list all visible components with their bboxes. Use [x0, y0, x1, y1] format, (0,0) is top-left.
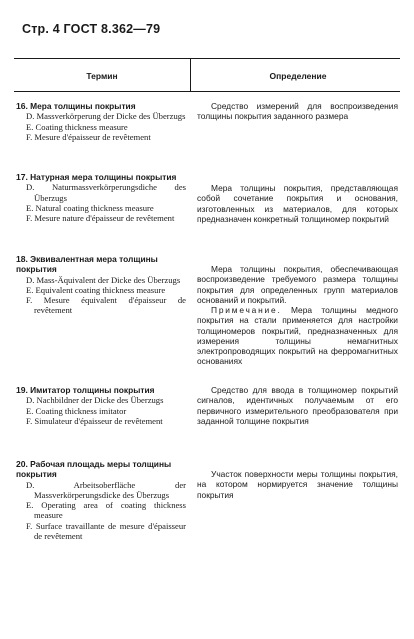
term-16: [16, 101, 186, 142]
term-german: D. Arbeitsoberfläche der Massverkörperungsdicke des Überzugs: [26, 479, 186, 500]
term-german: D. Massverkörperung der Dicke des Überzugs: [26, 111, 186, 122]
table-top-rule: [14, 58, 400, 59]
column-divider: [190, 58, 191, 92]
term-russian: Мера толщины покрытия: [30, 101, 136, 111]
definition-18-note: [197, 305, 398, 367]
term-18: [16, 254, 186, 316]
term-number: 20.: [16, 459, 28, 469]
note-label: Примечание.: [211, 305, 282, 315]
term-number: 18.: [16, 254, 28, 264]
term-russian: Натурная мера толщины покрытия: [30, 172, 177, 182]
term-russian: Рабочая площадь меры толщины покрытия: [16, 459, 172, 480]
term-french: F. Mesure d'épaisseur de revêtement: [26, 131, 151, 142]
definition-17: Мера толщины покрытия, представляющая собой сочетание покрытия и основания, изготовленных из материалов, для которых предназначен конкретный толщиномер покрытий: [197, 183, 398, 224]
term-english: E. Coating thickness measure: [26, 121, 128, 132]
column-header-definition: Определение: [269, 71, 327, 81]
term-french: F. Simulateur d'épaisseur de revêtement: [26, 415, 163, 426]
term-french: F. Mesure nature d'épaisseur de revêtement: [26, 213, 175, 224]
page-header: Стр. 4 ГОСТ 8.362—79: [22, 22, 161, 36]
term-french: F. Mesure équivalent d'épaisseur de revêtement: [26, 295, 186, 316]
term-english: E. Operating area of coating thickness measure: [26, 500, 186, 521]
column-header-term: Термин: [86, 71, 118, 81]
term-german: D. Mass-Äquivalent der Dicke des Überzugs: [26, 274, 181, 285]
term-20: [16, 459, 186, 541]
term-german: D. Nachbildner der Dicke des Überzugs: [26, 395, 164, 406]
definition-20: Участок поверхности меры толщины покрытия, на котором нормируется значение толщины покрытия: [197, 469, 398, 500]
definition-18-text: Мера толщины покрытия, обеспечивающая воспроизведение требуемого размера толщины покрытия для определенных групп материалов оснований и покрытий.: [197, 264, 398, 305]
term-french: F. Surface travaillante de mesure d'épaisseur de revêtement: [26, 520, 186, 542]
term-russian: Эквивалентная мера толщины покрытия: [16, 254, 158, 275]
note-text: Мера толщины медного покрытия на стали применяется для настройки толщиномеров покрытий, предназначенных для измерения толщины немагнитных электропроводящих покрытий на ферромагнитных основаниях: [197, 305, 398, 367]
term-number: 19.: [16, 385, 28, 395]
term-english: E. Equivalent coating thickness measure: [26, 284, 166, 295]
definition-16: Средство измерений для воспроизведения толщины покрытия заданного размера: [197, 101, 398, 122]
definition-19: Средство для ввода в толщиномер покрытий сигналов, идентичных получаемым от его первичного измерительного преобразователя при заданной толщине покрытия: [197, 385, 398, 426]
term-number: 17.: [16, 172, 28, 182]
term-english: E. Coating thickness imitator: [26, 405, 127, 416]
term-russian: Имитатор толщины покрытия: [30, 385, 155, 395]
term-german: D. Naturmassverkörperungsdiche des Überzugs: [26, 182, 186, 203]
term-english: E. Natural coating thickness measure: [26, 202, 154, 213]
term-19: [16, 385, 186, 426]
table-header-rule: [14, 91, 400, 92]
term-number: 16.: [16, 101, 28, 111]
term-17: [16, 172, 186, 223]
